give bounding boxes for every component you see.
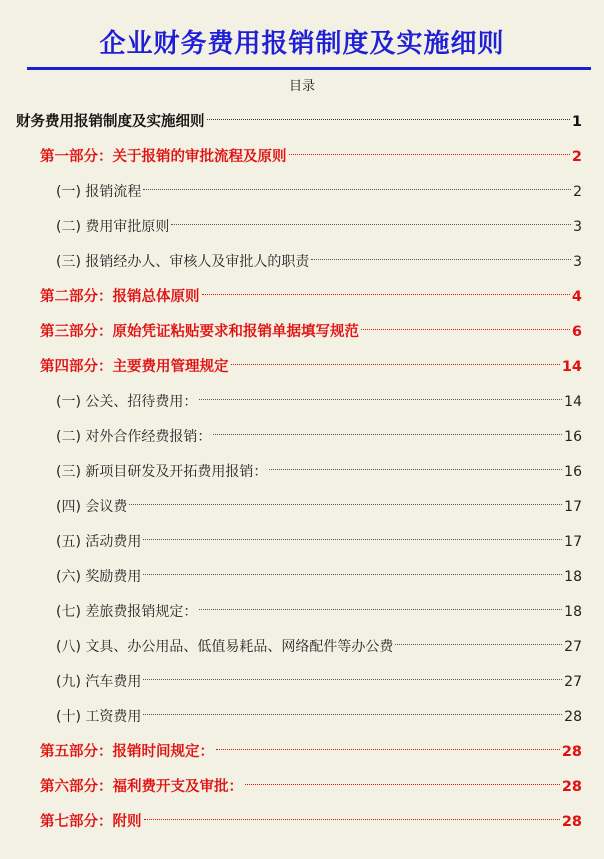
toc-page-number: 28 — [561, 744, 582, 760]
dot-leader — [199, 609, 562, 610]
toc-entry-label: 第六部分：福利费开支及审批： — [40, 779, 243, 795]
toc-subsection-entry[interactable] — [56, 420, 582, 455]
toc-page-number: 27 — [564, 674, 582, 690]
toc-entry-label: 第二部分：报销总体原则 — [40, 289, 200, 305]
toc-heading: 目录 — [288, 79, 315, 94]
toc-subsection-entry[interactable] — [56, 700, 582, 735]
dot-leader — [395, 644, 562, 645]
toc-subsection-entry[interactable] — [56, 595, 582, 630]
dot-leader — [289, 154, 570, 155]
toc-subsection-entry[interactable] — [56, 665, 582, 700]
toc-entry-label: (一) 报销流程 — [56, 184, 142, 200]
toc-page-number: 3 — [573, 254, 582, 270]
toc-entry-label: 第五部分：报销时间规定： — [40, 744, 214, 760]
toc-entry-label: (八) 文具、办公用品、低值易耗品、网络配件等办公费 — [56, 639, 394, 655]
toc-page-number: 14 — [561, 359, 582, 375]
toc-subsection-entry[interactable] — [56, 245, 582, 280]
toc-subsection-entry[interactable] — [56, 630, 582, 665]
toc-section-entry[interactable] — [40, 315, 582, 350]
toc-page-number: 16 — [564, 429, 582, 445]
toc-page-number: 4 — [571, 289, 582, 305]
toc-entry-label: (七) 差旅费报销规定： — [56, 604, 198, 620]
dot-leader — [311, 259, 571, 260]
toc-page-number: 28 — [564, 709, 582, 725]
toc-section-entry[interactable] — [40, 280, 582, 315]
toc-page-number: 2 — [571, 149, 582, 165]
toc-entry-label: (一) 公关、招待费用： — [56, 394, 198, 410]
toc-entry-label: (五) 活动费用 — [56, 534, 142, 550]
toc-entry-label: (六) 奖励费用 — [56, 569, 142, 585]
toc-entry-label: (十) 工资费用 — [56, 709, 142, 725]
toc-entry-label: (九) 汽车费用 — [56, 674, 142, 690]
dot-leader — [361, 329, 570, 330]
toc-page-number: 28 — [561, 779, 582, 795]
dot-leader — [245, 784, 560, 785]
toc-entry-label: 第四部分：主要费用管理规定 — [40, 359, 229, 375]
toc-subsection-entry[interactable] — [56, 455, 582, 490]
toc-subsection-entry[interactable] — [56, 525, 582, 560]
dot-leader — [269, 469, 562, 470]
dot-leader — [171, 224, 571, 225]
toc-subsection-entry[interactable] — [56, 385, 582, 420]
toc-page-number: 18 — [564, 569, 582, 585]
toc-page-number: 1 — [571, 114, 582, 130]
toc-entry-label: (三) 新项目研发及开拓费用报销： — [56, 464, 268, 480]
dot-leader — [202, 294, 570, 295]
toc-subsection-entry[interactable] — [56, 560, 582, 595]
dot-leader — [207, 119, 570, 120]
toc-subsection-entry[interactable] — [56, 175, 582, 210]
toc-section-entry[interactable] — [40, 350, 582, 385]
document-title: 企业财务费用报销制度及实施细则 — [99, 29, 505, 59]
toc-entry-label: 财务费用报销制度及实施细则 — [16, 114, 205, 130]
toc-section-entry[interactable] — [40, 735, 582, 770]
toc-page-number: 14 — [564, 394, 582, 410]
toc-section-entry[interactable] — [40, 770, 582, 805]
dot-leader — [199, 399, 562, 400]
toc-subsection-entry[interactable] — [56, 490, 582, 525]
dot-leader — [143, 539, 562, 540]
toc-page-number: 17 — [564, 534, 582, 550]
toc-entry-label: (二) 对外合作经费报销： — [56, 429, 212, 445]
dot-leader — [143, 714, 562, 715]
toc-page-number: 27 — [564, 639, 582, 655]
toc-entry-label: 第一部分：关于报销的审批流程及原则 — [40, 149, 287, 165]
dot-leader — [143, 679, 562, 680]
dot-leader — [231, 364, 560, 365]
toc-page-number: 18 — [564, 604, 582, 620]
toc-page-number: 2 — [573, 184, 582, 200]
toc-subsection-entry[interactable] — [56, 210, 582, 245]
toc-main-entry[interactable] — [16, 105, 582, 140]
title-underline — [27, 67, 591, 70]
toc-entry-label: 第七部分：附则 — [40, 814, 142, 830]
toc-page-number: 28 — [561, 814, 582, 830]
toc-page-number: 3 — [573, 219, 582, 235]
toc-page-number: 6 — [571, 324, 582, 340]
toc-entry-label: 第三部分：原始凭证粘贴要求和报销单据填写规范 — [40, 324, 359, 340]
toc-page-number: 16 — [564, 464, 582, 480]
dot-leader — [216, 749, 560, 750]
toc-page-number: 17 — [564, 499, 582, 515]
toc-section-entry[interactable] — [40, 805, 582, 840]
toc-section-entry[interactable] — [40, 140, 582, 175]
dot-leader — [144, 819, 560, 820]
dot-leader — [213, 434, 562, 435]
toc-entry-label: (四) 会议费 — [56, 499, 128, 515]
toc-entry-label: (三) 报销经办人、审核人及审批人的职责 — [56, 254, 310, 270]
dot-leader — [143, 574, 562, 575]
dot-leader — [129, 504, 562, 505]
toc-entry-label: (二) 费用审批原则 — [56, 219, 170, 235]
dot-leader — [143, 189, 571, 190]
